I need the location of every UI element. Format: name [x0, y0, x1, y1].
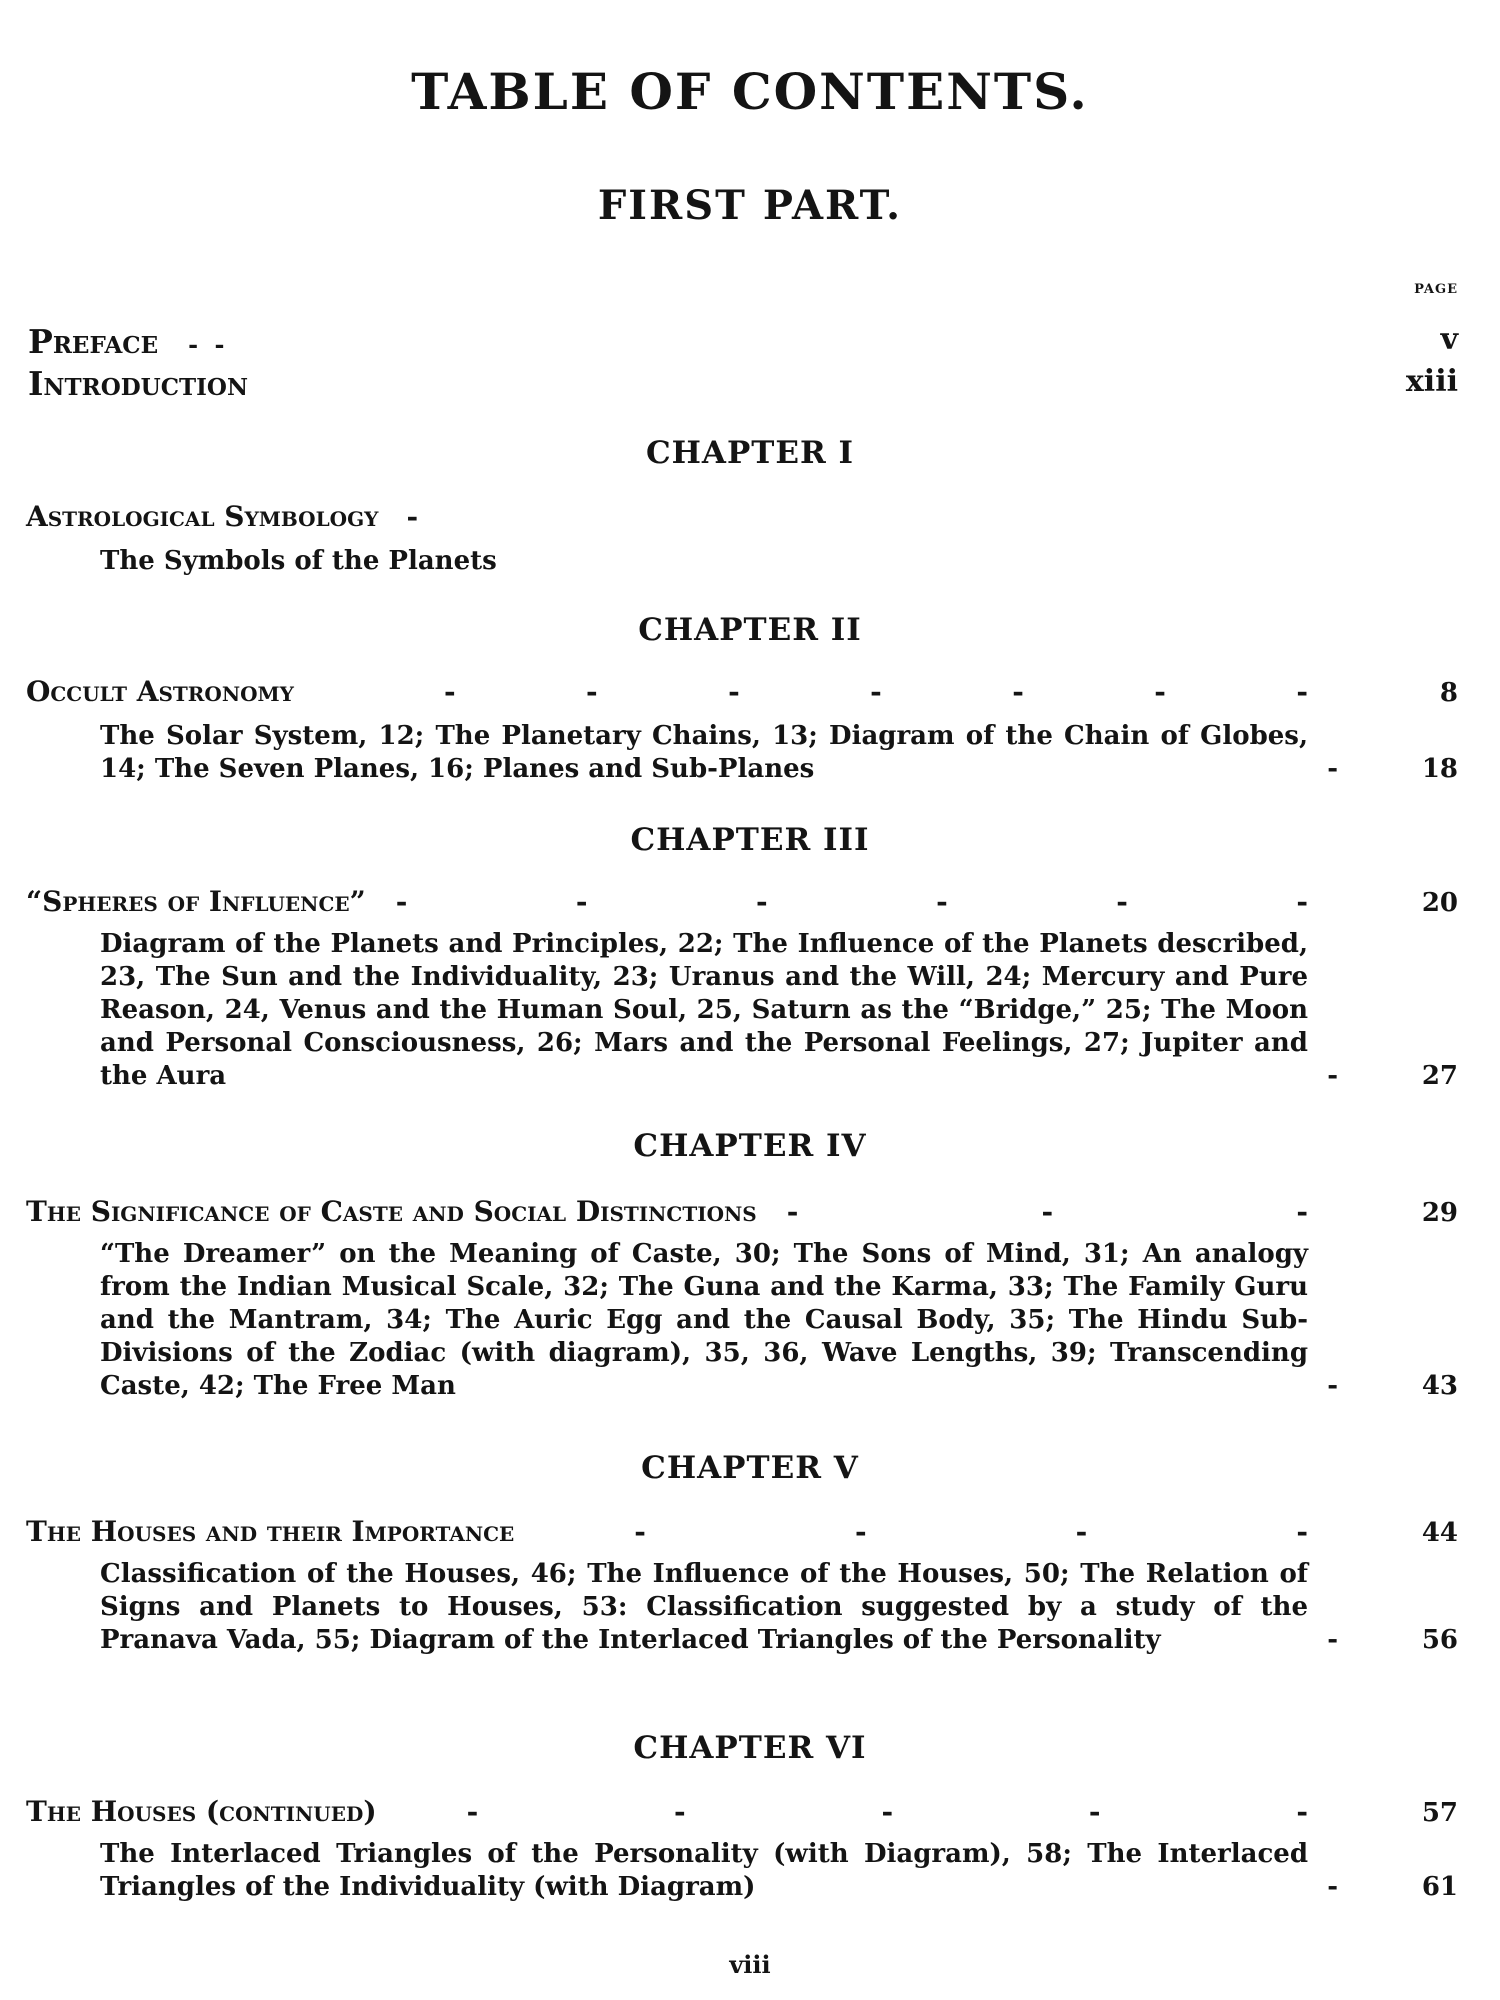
- chapter-section-row[interactable]: The Significance of Caste and Social Distinctions - - - 29: [26, 1195, 1458, 1228]
- chapter-heading: CHAPTER II: [638, 612, 862, 648]
- chapter-description-page: 43: [1421, 1371, 1458, 1401]
- chapter-heading: CHAPTER VI: [633, 1730, 867, 1766]
- chapter-description: The Solar System, 12; The Planetary Chains, 13; Diagram of the Chain of Globes, 14; The Seven Planes, 16; Planes and Sub-Planes - 18: [100, 721, 1458, 784]
- chapter-section-row[interactable]: Astrological Symbology -: [26, 500, 419, 533]
- chapter-description-text: The Solar System, 12; The Planetary Chains, 13; Diagram of the Chain of Globes, 14; The Seven Planes, 16; Planes and Sub-Planes: [100, 721, 1308, 784]
- chapter-description-page: 27: [1421, 1061, 1458, 1091]
- chapter-section-title: “Spheres of Influence”: [26, 885, 366, 918]
- chapter-description: [100, 545, 1458, 578]
- chapter-description-page: 61: [1421, 1872, 1458, 1902]
- chapter-heading: CHAPTER IV: [633, 1128, 867, 1164]
- chapter-section-title: The Significance of Caste and Social Distinctions: [26, 1195, 757, 1228]
- front-matter-label: Preface: [28, 322, 159, 361]
- chapter-section-row[interactable]: The Houses (continued) - - - - - 57: [26, 1795, 1458, 1828]
- chapter-section-page: 29: [1421, 1198, 1458, 1228]
- chapter-description-page: 18: [1421, 754, 1458, 784]
- chapter-section-title: The Houses (continued): [26, 1795, 377, 1828]
- chapter-description-text: Classification of the Houses, 46; The Influence of the Houses, 50; The Relation of Signs and Planets to Houses, 53: Classification suggested by a study of the Pranava Vada, 55; Diagram of the Interlaced Triangles of the Personality: [100, 1559, 1308, 1655]
- front-matter-preface[interactable]: Preface - - v: [28, 322, 1458, 361]
- chapter-description: The Interlaced Triangles of the Personality (with Diagram), 58; The Interlaced Triangles of the Individuality (with Diagram) - 61: [100, 1839, 1458, 1902]
- front-matter-introduction[interactable]: [28, 364, 1458, 403]
- chapter-section-title: Astrological Symbology: [26, 500, 379, 533]
- chapter-description-page: 56: [1421, 1625, 1458, 1655]
- chapter-section-page: 20: [1421, 888, 1458, 918]
- chapter-section-title: Occult Astronomy: [26, 675, 294, 708]
- chapter-description-text: The Interlaced Triangles of the Personality (with Diagram), 58; The Interlaced Triangles of the Individuality (with Diagram): [100, 1839, 1308, 1902]
- chapter-description: Diagram of the Planets and Principles, 22; The Influence of the Planets described, 23, The Sun and the Individuality, 23; Uranus and the Will, 24; Mercury and Pure Reason, 24, Venus and the Human Soul, 25, Saturn as the “Bridge,” 25; The Moon and Personal Consciousness, 26; Mars and the Personal Feelings, 27; Jupiter and the Aura - 27: [100, 929, 1458, 1091]
- page-number: viii: [729, 1950, 771, 1979]
- chapter-section-page: 44: [1421, 1518, 1458, 1548]
- chapter-description: Classification of the Houses, 46; The Influence of the Houses, 50; The Relation of Signs and Planets to Houses, 53: Classification suggested by a study of the Pranava Vada, 55; Diagram of the Interlaced Triangles of the Personality - 56: [100, 1559, 1458, 1655]
- front-matter-page: v: [1440, 322, 1458, 357]
- front-matter-page: xiii: [1405, 364, 1458, 399]
- chapter-description-text: “The Dreamer” on the Meaning of Caste, 30; The Sons of Mind, 31; An analogy from the Indian Musical Scale, 32; The Guna and the Karma, 33; The Family Guru and the Mantram, 34; The Auric Egg and the Causal Body, 35; The Hindu Sub-Divisions of the Zodiac (with diagram), 35, 36, Wave Lengths, 39; Transcending Caste, 42; The Free Man: [100, 1239, 1308, 1401]
- chapter-section-row[interactable]: The Houses and their Importance - - - - 44: [26, 1515, 1458, 1548]
- chapter-description: “The Dreamer” on the Meaning of Caste, 30; The Sons of Mind, 31; An analogy from the Indian Musical Scale, 32; The Guna and the Karma, 33; The Family Guru and the Mantram, 34; The Auric Egg and the Causal Body, 35; The Hindu Sub-Divisions of the Zodiac (with diagram), 35, 36, Wave Lengths, 39; Transcending Caste, 42; The Free Man - 43: [100, 1239, 1458, 1401]
- part-title: FIRST PART.: [597, 182, 903, 229]
- page-title: TABLE OF CONTENTS.: [411, 62, 1089, 121]
- chapter-heading: CHAPTER I: [645, 435, 855, 471]
- chapter-section-page: 8: [1439, 678, 1458, 708]
- chapter-section-row[interactable]: “Spheres of Influence” - - - - - - 20: [26, 885, 1458, 918]
- chapter-heading: CHAPTER III: [630, 822, 870, 858]
- chapter-description-text: The Symbols of the Planets: [100, 546, 497, 576]
- chapter-section-page: 57: [1421, 1798, 1458, 1828]
- chapter-description-text: Diagram of the Planets and Principles, 22; The Influence of the Planets described, 23, The Sun and the Individuality, 23; Uranus and the Will, 24; Mercury and Pure Reason, 24, Venus and the Human Soul, 25, Saturn as the “Bridge,” 25; The Moon and Personal Consciousness, 26; Mars and the Personal Feelings, 27; Jupiter and the Aura: [100, 929, 1308, 1091]
- chapter-heading: CHAPTER V: [641, 1450, 859, 1486]
- chapter-section-title: The Houses and their Importance: [26, 1515, 515, 1548]
- front-matter-label: Introduction: [28, 364, 248, 403]
- page-column-heading: PAGE: [1414, 282, 1458, 297]
- chapter-section-row[interactable]: Occult Astronomy - - - - - - - 8: [26, 675, 1458, 708]
